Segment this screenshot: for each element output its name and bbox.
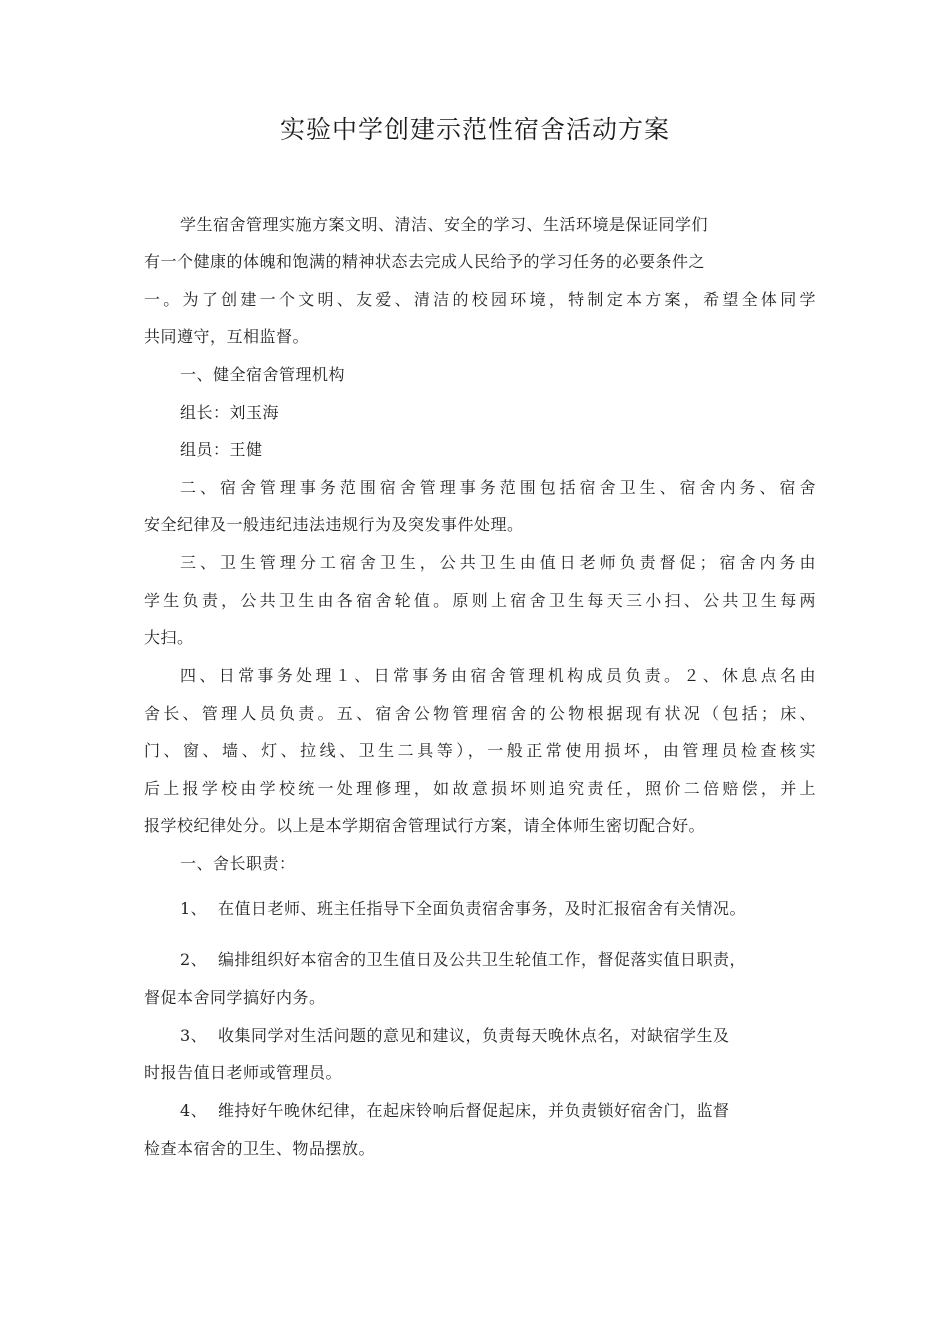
paragraph-line: 检查本宿舍的卫生、物品摆放。 bbox=[144, 1139, 376, 1158]
section-heading: 一、舍长职责： bbox=[180, 854, 296, 873]
paragraph-line: 四、日常事务处理１、日常事务由宿舍管理机构成员负责。２、休息点名由 bbox=[180, 666, 816, 685]
paragraph-line: 二、宿舍管理事务范围宿舍管理事务范围包括宿舍卫生、宿舍内务、宿舍 bbox=[180, 478, 816, 497]
paragraph-line: 组长：刘玉海 bbox=[180, 403, 280, 422]
paragraph-line: 安全纪律及一般违纪违法违规行为及突发事件处理。 bbox=[144, 515, 524, 534]
list-item-text: 在值日老师、班主任指导下全面负责宿舍事务，及时汇报宿舍有关情况。 bbox=[218, 899, 747, 918]
document-title: 实验中学创建示范性宿舍活动方案 bbox=[279, 115, 670, 144]
section-heading: 一、健全宿舍管理机构 bbox=[180, 365, 346, 384]
paragraph-line: 有一个健康的体魄和饱满的精神状态去完成人民给予的学习任务的必要条件之 bbox=[144, 252, 706, 271]
paragraph-line: 三、卫生管理分工宿舍卫生，公共卫生由值日老师负责督促；宿舍内务由 bbox=[180, 553, 816, 572]
paragraph-line: 一。为了创建一个文明、友爱、清洁的校园环境，特制定本方案，希望全体同学 bbox=[144, 290, 816, 309]
paragraph-line: 报学校纪律处分。以上是本学期宿舍管理试行方案，请全体师生密切配合好。 bbox=[144, 816, 706, 835]
paragraph-line: 学生宿舍管理实施方案文明、清洁、安全的学习、生活环境是保证同学们 bbox=[180, 215, 709, 234]
list-item-number: 3、 bbox=[180, 1026, 208, 1045]
list-item bbox=[180, 1098, 730, 1121]
list-item bbox=[180, 1023, 730, 1046]
list-item-number: 1、 bbox=[180, 899, 208, 918]
list-item-number: 4、 bbox=[180, 1101, 208, 1120]
paragraph-line: 大扫。 bbox=[144, 628, 194, 647]
paragraph-line: 督促本舍同学搞好内务。 bbox=[144, 988, 326, 1007]
paragraph-line: 组员：王健 bbox=[180, 440, 263, 459]
paragraph-line: 舍长、管理人员负责。五、宿舍公物管理宿舍的公物根据现有状况（包括；床、 bbox=[144, 704, 816, 723]
list-item bbox=[180, 947, 746, 970]
paragraph-line: 学生负责，公共卫生由各宿舍轮值。原则上宿舍卫生每天三小扫、公共卫生每两 bbox=[144, 591, 816, 610]
list-item bbox=[180, 896, 746, 919]
list-item-number: 2、 bbox=[180, 950, 208, 969]
list-item-text: 编排组织好本宿舍的卫生值日及公共卫生轮值工作，督促落实值日职责， bbox=[218, 950, 747, 969]
paragraph-line: 时报告值日老师或管理员。 bbox=[144, 1063, 343, 1082]
list-item-text: 收集同学对生活问题的意见和建议，负责每天晚休点名，对缺宿学生及 bbox=[218, 1026, 730, 1045]
list-item-text: 维持好午晚休纪律，在起床铃响后督促起床，并负责锁好宿舍门，监督 bbox=[218, 1101, 730, 1120]
paragraph-line: 后上报学校由学校统一处理修理，如故意损坏则追究责任，照价二倍赔偿，并上 bbox=[144, 779, 816, 798]
paragraph-line: 门、窗、墙、灯、拉线、卫生二具等），一般正常使用损坏，由管理员检查核实 bbox=[144, 741, 816, 760]
paragraph-line: 共同遵守，互相监督。 bbox=[144, 327, 310, 346]
